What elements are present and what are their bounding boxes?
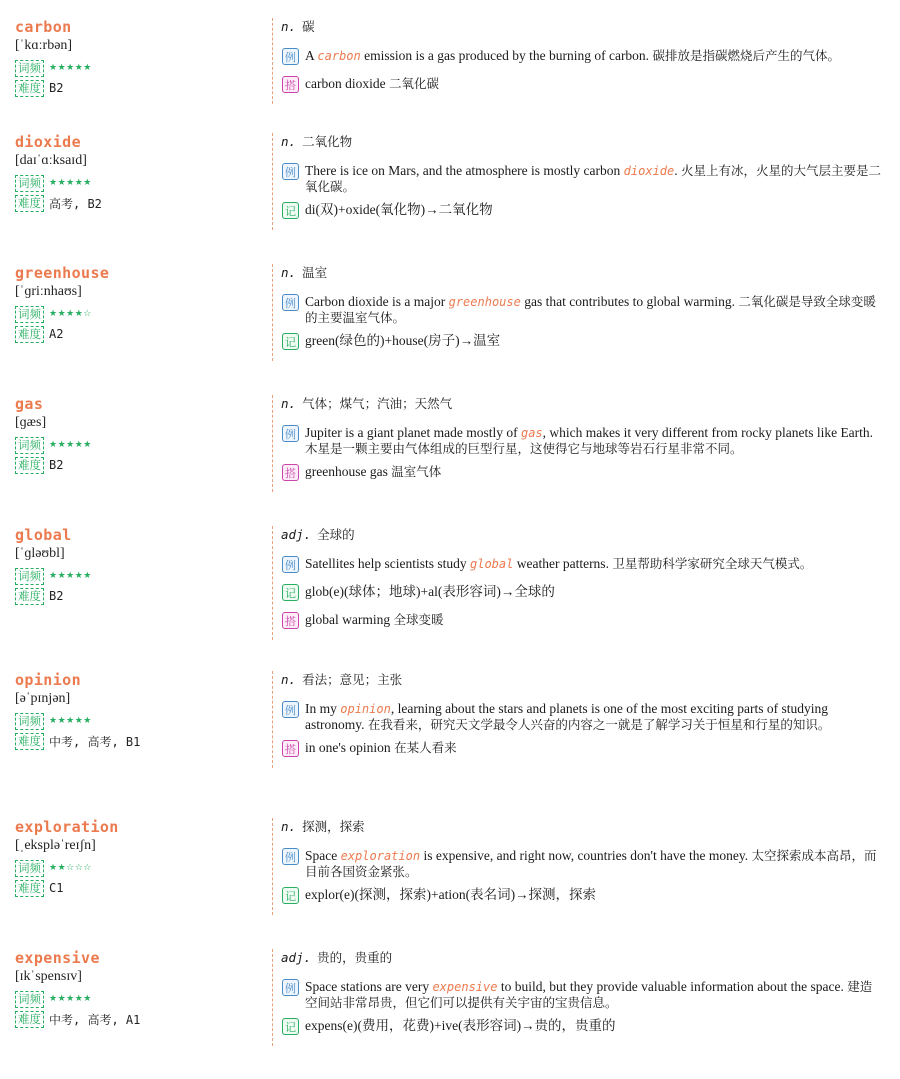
example-text-after: emission is a gas produced by the burning of carbon. bbox=[360, 48, 653, 63]
definition bbox=[281, 526, 882, 546]
example-row bbox=[281, 48, 882, 68]
headword: carbon bbox=[15, 18, 72, 36]
part-of-speech: n. bbox=[281, 396, 297, 411]
example-badge-icon: 例 bbox=[282, 701, 299, 718]
collocation-text-before: carbon dioxide bbox=[305, 76, 389, 91]
word-header bbox=[15, 818, 265, 898]
definition-text: 贵的，贵重的 bbox=[317, 950, 393, 965]
memory-badge-icon: 记 bbox=[282, 1018, 299, 1035]
example-text-after: , learning about the stars and planets is one of the most exciting parts of studying astronomy. bbox=[305, 701, 828, 732]
frequency-row bbox=[15, 304, 265, 324]
definition-text: 气体；煤气；汽油；天然气 bbox=[302, 396, 453, 411]
highlighted-word: exploration bbox=[340, 849, 421, 863]
highlighted-word: opinion bbox=[340, 702, 391, 716]
highlighted-word: gas bbox=[520, 426, 543, 440]
example-text-after: weather patterns. bbox=[513, 556, 613, 571]
definition bbox=[281, 133, 882, 153]
memory-text-before: green(绿色的)+house(房子)→温室 bbox=[305, 333, 501, 348]
example-row bbox=[281, 556, 882, 576]
part-of-speech: n. bbox=[281, 134, 297, 149]
frequency-row bbox=[15, 173, 265, 193]
phonetic: [ˈɡriːnhaʊs] bbox=[15, 284, 82, 299]
collocation-chinese: 温室气体 bbox=[391, 464, 442, 479]
difficulty-level: B2 bbox=[49, 589, 64, 603]
difficulty-row bbox=[15, 586, 265, 606]
collocation-text-before: in one's opinion bbox=[305, 740, 395, 755]
example-text-after: , which makes it very different from rocky planets like Earth. bbox=[542, 425, 874, 440]
phonetic: [ˌekspləˈreɪʃn] bbox=[15, 838, 96, 853]
phonetic: [ɡæs] bbox=[15, 415, 47, 430]
example-badge-icon: 例 bbox=[282, 48, 299, 65]
example-text-before: Satellites help scientists study bbox=[305, 556, 470, 571]
example-text-before: Carbon dioxide is a major bbox=[305, 294, 449, 309]
part-of-speech: n. bbox=[281, 265, 297, 280]
phonetic: [əˈpɪnjən] bbox=[15, 691, 71, 706]
frequency-stars: ★★★★★ bbox=[49, 716, 92, 726]
example-text-after: to build, but they provide valuable information about the space. bbox=[497, 979, 848, 994]
phonetic: [ˈɡləʊbl] bbox=[15, 546, 65, 561]
difficulty-tag: 难度 bbox=[15, 588, 44, 605]
collocation-row bbox=[281, 464, 882, 484]
frequency-row bbox=[15, 989, 265, 1009]
frequency-stars: ★★★★★ bbox=[49, 63, 92, 73]
phonetic: [ɪkˈspensɪv] bbox=[15, 969, 82, 984]
part-of-speech: n. bbox=[281, 819, 297, 834]
part-of-speech: n. bbox=[281, 19, 297, 34]
memory-row bbox=[281, 1018, 882, 1038]
frequency-tag: 词频 bbox=[15, 568, 44, 585]
difficulty-level: 中考, 高考, B1 bbox=[49, 734, 141, 749]
example-text-before: Jupiter is a giant planet made mostly of bbox=[305, 425, 521, 440]
example-text-after: is expensive, and right now, countries don't have the money. bbox=[420, 848, 752, 863]
collocation-text-before: global warming bbox=[305, 612, 394, 627]
example-chinese: 建造空间站非常昂贵，但它们可以提供有关宇宙的宝贵信息。 bbox=[305, 979, 873, 1010]
part-of-speech: adj. bbox=[281, 527, 312, 542]
example-badge-icon: 例 bbox=[282, 163, 299, 180]
difficulty-row bbox=[15, 193, 265, 213]
example-chinese: 木星是一颗主要由气体组成的巨型行星，这使得它与地球等岩石行星非常不同。 bbox=[305, 441, 743, 456]
definition-text: 二氧化物 bbox=[302, 134, 353, 149]
example-text-after: . bbox=[674, 163, 681, 178]
word-details bbox=[272, 18, 882, 104]
collocation-chinese: 二氧化碳 bbox=[388, 76, 439, 91]
memory-text-before: expens(e)(费用，花费)+ive(表形容词)→贵的，贵重的 bbox=[305, 1018, 616, 1033]
example-chinese: 在我看来，研究天文学最令人兴奋的内容之一就是了解学习关于恒星和行星的知识。 bbox=[367, 717, 831, 732]
difficulty-level: C1 bbox=[49, 881, 64, 895]
example-text-before: A bbox=[305, 48, 318, 63]
word-header bbox=[15, 18, 265, 98]
word-details bbox=[272, 133, 882, 230]
headword: dioxide bbox=[15, 133, 82, 151]
example-text-before: In my bbox=[305, 701, 341, 716]
memory-badge-icon: 记 bbox=[282, 584, 299, 601]
definition bbox=[281, 18, 882, 38]
highlighted-word: expensive bbox=[432, 980, 498, 994]
example-badge-icon: 例 bbox=[282, 979, 299, 996]
word-header bbox=[15, 671, 265, 751]
memory-badge-icon: 记 bbox=[282, 333, 299, 350]
headword: expensive bbox=[15, 949, 100, 967]
difficulty-row bbox=[15, 878, 265, 898]
collocation-badge-icon: 搭 bbox=[282, 76, 299, 93]
collocation-row bbox=[281, 76, 882, 96]
frequency-row bbox=[15, 711, 265, 731]
difficulty-row bbox=[15, 1009, 265, 1029]
frequency-stars: ★★★★☆ bbox=[49, 309, 92, 319]
frequency-stars: ★★★★★ bbox=[49, 994, 92, 1004]
example-chinese: 太空探索成本高昂，而目前各国资金紧张。 bbox=[305, 848, 877, 879]
headword: global bbox=[15, 526, 72, 544]
difficulty-tag: 难度 bbox=[15, 1011, 44, 1028]
collocation-badge-icon: 搭 bbox=[282, 740, 299, 757]
memory-text-before: glob(e)(球体；地球)+al(表形容词)→全球的 bbox=[305, 584, 555, 599]
frequency-row bbox=[15, 566, 265, 586]
difficulty-level: A2 bbox=[49, 327, 64, 341]
definition-text: 探测，探索 bbox=[302, 819, 365, 834]
example-badge-icon: 例 bbox=[282, 425, 299, 442]
memory-text-before: di(双)+oxide(氧化物)→二氧化物 bbox=[305, 202, 493, 217]
word-header bbox=[15, 526, 265, 606]
definition bbox=[281, 949, 882, 969]
definition-text: 看法；意见；主张 bbox=[302, 672, 403, 687]
example-chinese: 卫星帮助科学家研究全球天气模式。 bbox=[612, 556, 813, 571]
example-text-before: There is ice on Mars, and the atmosphere is mostly carbon bbox=[305, 163, 624, 178]
part-of-speech: adj. bbox=[281, 950, 312, 965]
example-row bbox=[281, 163, 882, 194]
definition bbox=[281, 818, 882, 838]
memory-badge-icon: 记 bbox=[282, 887, 299, 904]
difficulty-tag: 难度 bbox=[15, 733, 44, 750]
collocation-row bbox=[281, 740, 882, 760]
example-text-before: Space bbox=[305, 848, 341, 863]
example-badge-icon: 例 bbox=[282, 556, 299, 573]
memory-row bbox=[281, 333, 882, 353]
definition bbox=[281, 671, 882, 691]
frequency-stars: ★★★★★ bbox=[49, 571, 92, 581]
difficulty-level: B2 bbox=[49, 458, 64, 472]
highlighted-word: greenhouse bbox=[448, 295, 521, 309]
difficulty-tag: 难度 bbox=[15, 457, 44, 474]
frequency-tag: 词频 bbox=[15, 175, 44, 192]
difficulty-row bbox=[15, 455, 265, 475]
word-header bbox=[15, 395, 265, 475]
definition-text: 碳 bbox=[302, 19, 315, 34]
collocation-chinese: 在某人看来 bbox=[394, 740, 457, 755]
example-badge-icon: 例 bbox=[282, 848, 299, 865]
frequency-row bbox=[15, 435, 265, 455]
example-badge-icon: 例 bbox=[282, 294, 299, 311]
example-chinese: 二氧化碳是导致全球变暖的主要温室气体。 bbox=[305, 294, 876, 325]
definition-text: 全球的 bbox=[317, 527, 355, 542]
collocation-row bbox=[281, 612, 882, 632]
collocation-text-before: greenhouse gas bbox=[305, 464, 392, 479]
memory-row bbox=[281, 887, 882, 907]
difficulty-level: 高考, B2 bbox=[49, 196, 102, 211]
frequency-tag: 词频 bbox=[15, 991, 44, 1008]
difficulty-row bbox=[15, 324, 265, 344]
headword: greenhouse bbox=[15, 264, 110, 282]
word-header bbox=[15, 133, 265, 213]
frequency-tag: 词频 bbox=[15, 437, 44, 454]
headword: exploration bbox=[15, 818, 119, 836]
word-details bbox=[272, 671, 882, 768]
collocation-chinese: 全球变暖 bbox=[393, 612, 444, 627]
definition bbox=[281, 395, 882, 415]
memory-row bbox=[281, 202, 882, 222]
frequency-tag: 词频 bbox=[15, 306, 44, 323]
frequency-stars: ★★★★★ bbox=[49, 178, 92, 188]
word-header bbox=[15, 264, 265, 344]
frequency-tag: 词频 bbox=[15, 860, 44, 877]
difficulty-tag: 难度 bbox=[15, 80, 44, 97]
word-details bbox=[272, 395, 882, 492]
highlighted-word: carbon bbox=[317, 49, 361, 63]
memory-row bbox=[281, 584, 882, 604]
example-row bbox=[281, 979, 882, 1010]
collocation-badge-icon: 搭 bbox=[282, 464, 299, 481]
collocation-badge-icon: 搭 bbox=[282, 612, 299, 629]
example-chinese: 火星上有冰，火星的大气层主要是二氧化碳。 bbox=[305, 163, 882, 194]
difficulty-level: 中考, 高考, A1 bbox=[49, 1012, 141, 1027]
word-details bbox=[272, 818, 882, 915]
example-text-before: Space stations are very bbox=[305, 979, 433, 994]
difficulty-tag: 难度 bbox=[15, 195, 44, 212]
frequency-stars: ★★★★★ bbox=[49, 440, 92, 450]
headword: gas bbox=[15, 395, 44, 413]
highlighted-word: global bbox=[470, 557, 514, 571]
difficulty-level: B2 bbox=[49, 81, 64, 95]
difficulty-tag: 难度 bbox=[15, 326, 44, 343]
example-row bbox=[281, 848, 882, 879]
part-of-speech: n. bbox=[281, 672, 297, 687]
definition bbox=[281, 264, 882, 284]
example-row bbox=[281, 425, 882, 456]
word-header bbox=[15, 949, 265, 1029]
example-row bbox=[281, 701, 882, 732]
memory-badge-icon: 记 bbox=[282, 202, 299, 219]
example-chinese: 碳排放是指碳燃烧后产生的气体。 bbox=[652, 48, 840, 63]
word-details bbox=[272, 949, 882, 1046]
example-text-after: gas that contributes to global warming. bbox=[520, 294, 739, 309]
phonetic: [ˈkɑːrbən] bbox=[15, 38, 73, 53]
frequency-stars: ★★☆☆☆ bbox=[49, 863, 92, 873]
frequency-row bbox=[15, 58, 265, 78]
example-row bbox=[281, 294, 882, 325]
frequency-tag: 词频 bbox=[15, 713, 44, 730]
difficulty-tag: 难度 bbox=[15, 880, 44, 897]
frequency-tag: 词频 bbox=[15, 60, 44, 77]
word-details bbox=[272, 264, 882, 361]
memory-text-before: explor(e)(探测，探索)+ation(表名词)→探测，探索 bbox=[305, 887, 597, 902]
difficulty-row bbox=[15, 78, 265, 98]
headword: opinion bbox=[15, 671, 82, 689]
highlighted-word: dioxide bbox=[623, 164, 675, 178]
definition-text: 温室 bbox=[302, 265, 328, 280]
frequency-row bbox=[15, 858, 265, 878]
phonetic: [daɪˈɑːksaɪd] bbox=[15, 153, 87, 168]
word-details bbox=[272, 526, 882, 640]
difficulty-row bbox=[15, 731, 265, 751]
